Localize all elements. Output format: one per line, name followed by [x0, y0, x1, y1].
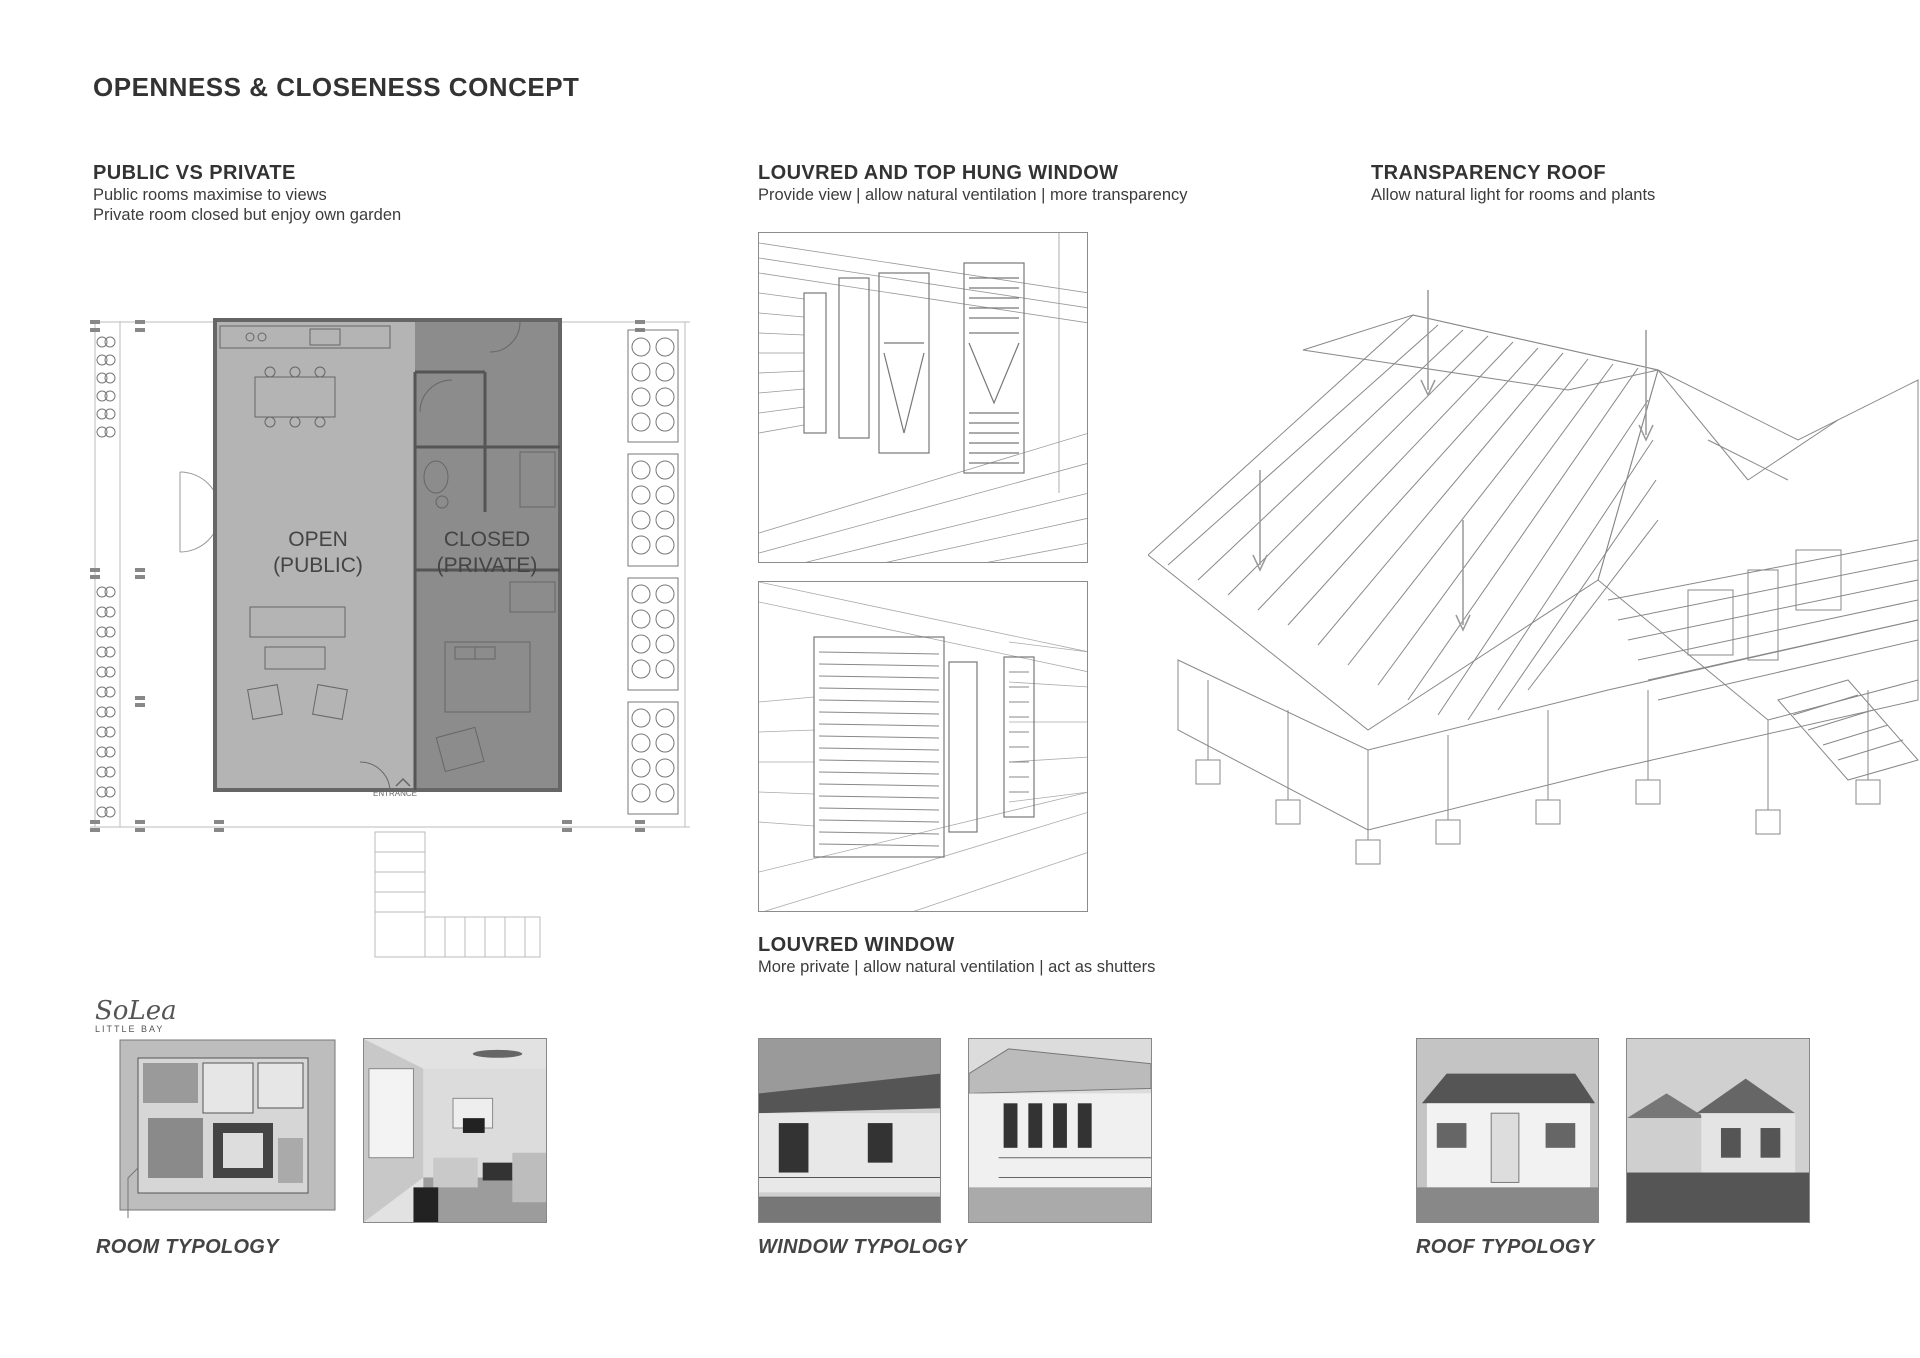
- window-typology-photo-1: [758, 1038, 941, 1223]
- section-title: PUBLIC VS PRIVATE: [93, 162, 296, 184]
- section-title: LOUVRED WINDOW: [758, 934, 955, 956]
- logo-script: SoLea: [95, 996, 177, 1026]
- louvred-window-drawing: [758, 581, 1088, 912]
- louvred-top-hung-drawing: [758, 232, 1088, 563]
- louvred-window-section: [758, 934, 1155, 977]
- open-zone-label: OPEN: [288, 528, 348, 551]
- section-desc-line: Allow natural light for rooms and plants: [1371, 186, 1656, 204]
- roof-typology-photo-2: [1626, 1038, 1810, 1223]
- section-desc-line: Private room closed but enjoy own garden: [93, 206, 402, 224]
- logo-subtitle: LITTLE BAY: [95, 1024, 165, 1034]
- page-title: OPENNESS & CLOSENESS CONCEPT: [93, 72, 580, 102]
- solea-logo: [95, 998, 175, 1034]
- section-desc-line: Public rooms maximise to views: [93, 186, 327, 204]
- floor-plan: [90, 312, 700, 962]
- louvred-top-hung-section: [758, 162, 1188, 205]
- section-desc-line: Provide view | allow natural ventilation | more transparency: [758, 186, 1188, 204]
- closed-zone-label: CLOSED: [443, 528, 531, 551]
- section-desc-line: More private | allow natural ventilation | act as shutters: [758, 958, 1156, 976]
- public-private-section: [93, 162, 401, 225]
- room-typology-caption: ROOM TYPOLOGY: [96, 1236, 279, 1258]
- open-zone-sublabel: (PUBLIC): [273, 554, 363, 577]
- window-typology-photo-2: [968, 1038, 1152, 1223]
- roof-typology-photo-1: [1416, 1038, 1599, 1223]
- room-plan-thumbnail: [118, 1038, 343, 1223]
- section-title: TRANSPARENCY ROOF: [1371, 162, 1606, 184]
- roof-typology-caption: ROOF TYPOLOGY: [1416, 1236, 1595, 1258]
- closed-zone-sublabel: (PRIVATE): [436, 554, 538, 577]
- room-interior-photo: [363, 1038, 547, 1223]
- window-typology-caption: WINDOW TYPOLOGY: [758, 1236, 967, 1258]
- entrance-label: ENTRANCE: [372, 789, 418, 798]
- transparency-roof-section: [1371, 162, 1655, 205]
- section-title: LOUVRED AND TOP HUNG WINDOW: [758, 162, 1119, 184]
- transparency-roof-house-drawing: [1148, 280, 1920, 920]
